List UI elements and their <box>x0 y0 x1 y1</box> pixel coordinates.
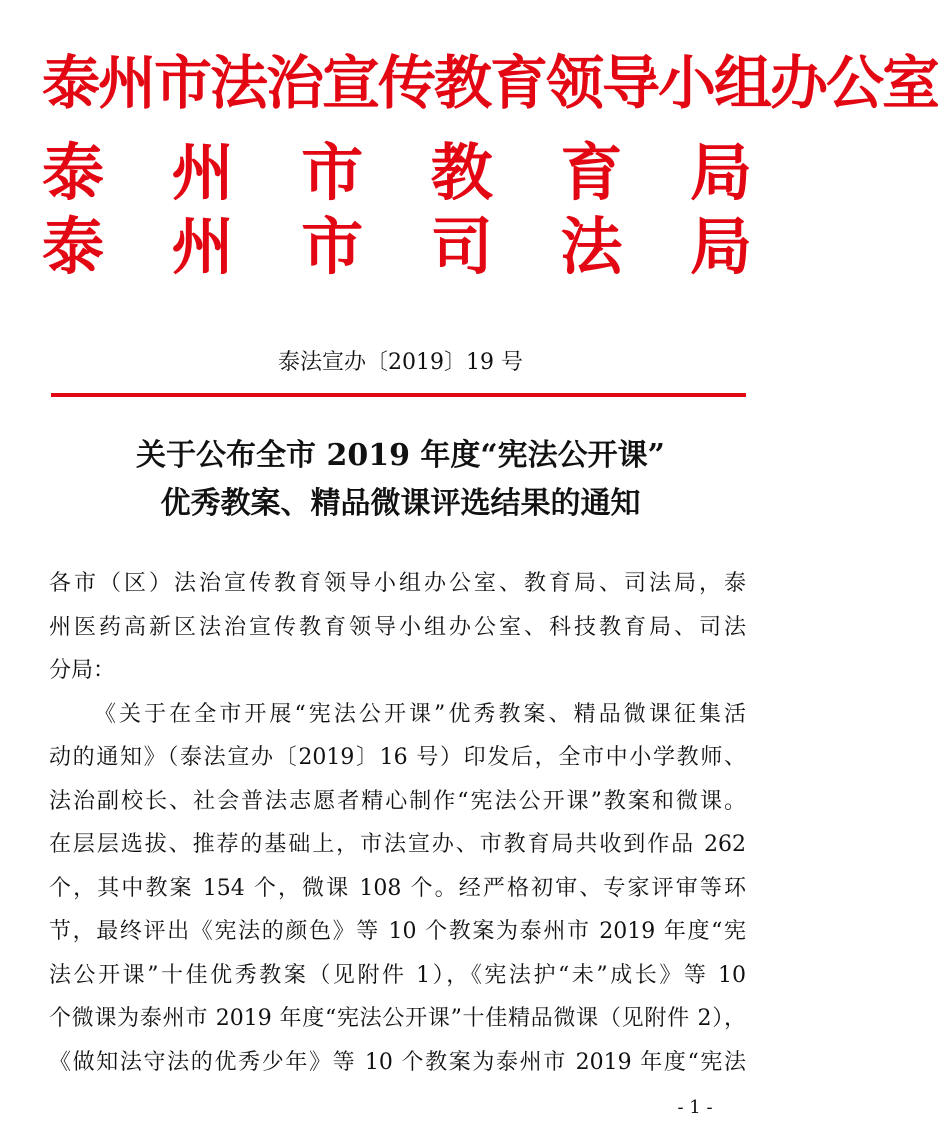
body-line: 个微课为泰州市 2019 年度“宪法公开课”十佳精品微课（见附件 2）， <box>49 1006 746 1031</box>
page-number: - 1 - <box>677 1097 713 1118</box>
body-line: 个，其中教案 154 个，微课 108 个。经严格初审、专家评审等环 <box>49 876 746 901</box>
issuer-3-char: 司 <box>430 210 493 283</box>
title-line-2: 优秀教案、精品微课评选结果的通知 <box>160 486 641 521</box>
issuer-3-char: 州 <box>171 210 234 283</box>
body-line: 动的通知》（泰法宣办〔2019〕16 号）印发后，全市中小学教师、 <box>49 745 746 770</box>
document-number: 泰法宣办〔2019〕19 号 <box>278 350 523 375</box>
issuer-3-char: 局 <box>689 210 752 283</box>
issuer-2-char: 教 <box>430 136 493 209</box>
issuer-2-char: 州 <box>171 136 234 209</box>
issuer-2-char: 市 <box>301 136 364 209</box>
issuer-line-3 <box>42 212 752 282</box>
issuer-2-char: 泰 <box>42 136 105 209</box>
body-line: 法公开课”十佳优秀教案（见附件 1），《宪法护“未”成长》等 10 <box>49 963 746 988</box>
title-line-1: 关于公布全市 2019 年度“宪法公开课” <box>136 438 665 473</box>
body-line: 《关于在全市开展“宪法公开课”优秀教案、精品微课征集活 <box>94 702 746 727</box>
body-line: 分局： <box>49 658 116 683</box>
issuer-line-2 <box>42 138 752 208</box>
body-line: 在层层选拔、推荐的基础上，市法宣办、市教育局共收到作品 262 <box>49 832 746 857</box>
issuer-line-1: 泰州市法治宣传教育领导小组办公室 <box>42 49 938 117</box>
body-line: 法治副校长、社会普法志愿者精心制作“宪法公开课”教案和微课。 <box>49 789 746 814</box>
issuer-2-char: 局 <box>689 136 752 209</box>
red-divider <box>51 393 746 397</box>
body-line: 节，最终评出《宪法的颜色》等 10 个教案为泰州市 2019 年度“宪 <box>49 919 746 944</box>
issuer-3-char: 市 <box>301 210 364 283</box>
body-line: 州医药高新区法治宣传教育领导小组办公室、科技教育局、司法 <box>49 615 746 640</box>
issuer-3-char: 泰 <box>42 210 105 283</box>
issuer-3-char: 法 <box>560 210 623 283</box>
issuer-2-char: 育 <box>560 136 623 209</box>
body-line: 《做知法守法的优秀少年》等 10 个教案为泰州市 2019 年度“宪法 <box>49 1050 746 1075</box>
body-line: 各市（区）法治宣传教育领导小组办公室、教育局、司法局，泰 <box>49 571 746 596</box>
